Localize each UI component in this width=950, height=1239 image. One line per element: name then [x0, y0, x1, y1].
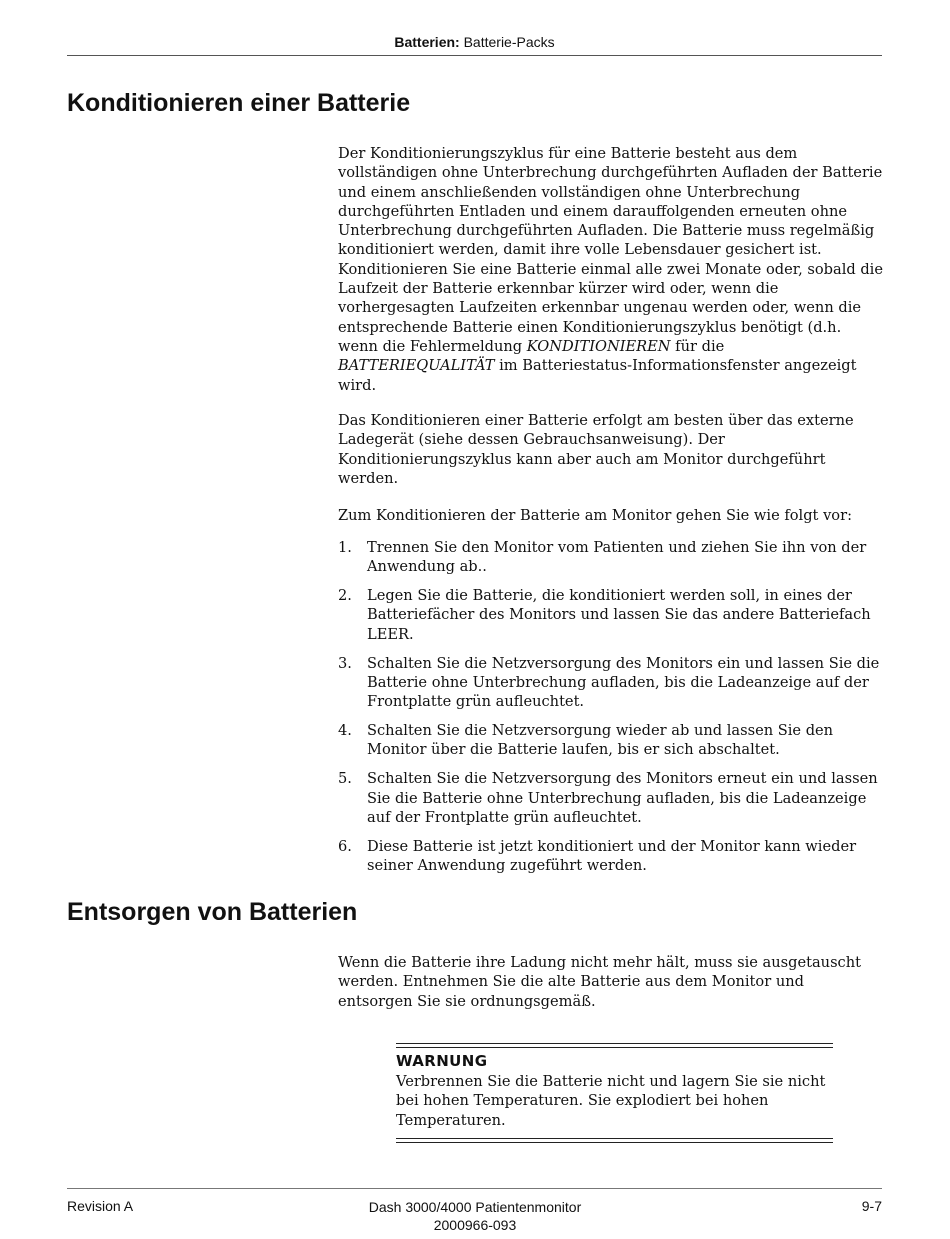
- heading-conditioning: Konditionieren einer Batterie: [67, 89, 411, 117]
- step-text: Schalten Sie die Netzversorgung des Monitors erneut ein und lassen Sie die Batterie ohne Unterbrechung aufladen, bis die Ladeanzeige auf der Frontplatte grün aufleuchtet.: [367, 770, 878, 826]
- procedure-step: [338, 769, 883, 827]
- footer-divider: [67, 1188, 882, 1189]
- footer-revision: Revision A: [67, 1198, 134, 1214]
- step-number: 6.: [338, 837, 352, 855]
- external-charger-paragraph: [338, 411, 883, 488]
- procedure-step: [338, 538, 883, 577]
- step-text: Trennen Sie den Monitor vom Patienten und ziehen Sie ihn von der Anwendung ab..: [367, 539, 867, 576]
- step-number: 5.: [338, 770, 352, 788]
- step-number: 2.: [338, 587, 352, 605]
- warning-top-rule: [396, 1043, 833, 1048]
- procedure-intro-text: Zum Konditionieren der Batterie am Monitor gehen Sie wie folgt vor:: [338, 507, 852, 524]
- step-text: Schalten Sie die Netzversorgung wieder ab und lassen Sie den Monitor über die Batterie laufen, bis er sich abschaltet.: [367, 722, 834, 759]
- disposal-paragraph: [338, 953, 883, 1011]
- header-divider: [67, 55, 882, 56]
- procedure-step: [338, 837, 883, 876]
- warning-bottom-rule: [396, 1138, 833, 1143]
- intro-text-3: im Batteriestatus-Informationsfenster angezeigt wird.: [338, 357, 857, 394]
- heading-disposal: Entsorgen von Batterien: [67, 898, 358, 926]
- footer-part-number: 2000966-093: [433, 1217, 517, 1233]
- warning-text: Verbrennen Sie die Batterie nicht und lagern Sie sie nicht bei hohen Temperaturen. Sie explodiert bei hohen Temperaturen.: [396, 1073, 826, 1129]
- step-number: 3.: [338, 654, 352, 672]
- procedure-step: [338, 586, 883, 644]
- intro-text-2: für die: [670, 337, 725, 355]
- header-section-label: Batterien:: [394, 34, 460, 50]
- step-text: Schalten Sie die Netzversorgung des Monitors ein und lassen Sie die Batterie ohne Unterbrechung aufladen, bis die Ladeanzeige auf der Frontplatte grün aufleuchtet.: [367, 654, 880, 711]
- intro-text-1: Der Konditionierungszyklus für eine Batterie besteht aus dem vollständigen ohne Unterbrechung durchgeführten Aufladen der Batterie und einem anschließenden vollständigen ohne Unterbrechung durchgeführten Entladen und einem darauffolgenden erneuten ohne Unterbrechung durchgeführten Aufladen. Die Batterie muss regelmäßig konditioniert werden, damit ihre volle Lebensdauer gesichert ist. Konditionieren Sie eine Batterie einmal alle zwei Monate oder, sobald die Laufzeit der Batterie erkennbar kürzer wird oder, wenn die vorhergesagten Laufzeiten erkennbar ungenau werden oder, wenn die entsprechende Batterie einen Konditionierungszyklus benötigt (d.h. wenn die Fehlermeldung: [338, 145, 883, 355]
- step-number: 1.: [338, 539, 352, 556]
- header-section-subtitle: Batterie-Packs: [459, 34, 555, 50]
- intro-emphasis-2: BATTERIEQUALITÄT: [338, 357, 495, 375]
- disposal-text: Wenn die Batterie ihre Ladung nicht mehr hält, muss sie ausgetauscht werden. Entnehmen Sie die alte Batterie aus dem Monitor und entsorgen Sie sie ordnungsgemäß.: [338, 954, 861, 1010]
- footer-page-number: 9-7: [861, 1198, 882, 1214]
- footer-product-name: Dash 3000/4000 Patientenmonitor: [368, 1199, 582, 1215]
- procedure-steps-list: [338, 538, 883, 885]
- procedure-intro-paragraph: [338, 506, 883, 525]
- procedure-step: [338, 721, 883, 760]
- footer-product: [275, 1198, 675, 1234]
- step-number: 4.: [338, 722, 352, 740]
- step-text: Legen Sie die Batterie, die konditioniert werden soll, in eines der Batteriefächer des Monitors und lassen Sie das andere Batteriefach LEER.: [367, 587, 871, 643]
- intro-emphasis-1: KONDITIONIEREN: [526, 337, 671, 355]
- conditioning-intro-paragraph: [338, 144, 883, 395]
- procedure-step: [338, 654, 883, 712]
- external-charger-text: Das Konditionieren einer Batterie erfolgt am besten über das externe Ladegerät (siehe dessen Gebrauchsanweisung). Der Konditionierungszyklus kann aber auch am Monitor durchgeführt werden.: [338, 412, 854, 487]
- warning-box: [396, 1043, 833, 1143]
- running-header: [67, 34, 882, 50]
- warning-title: WARNUNG: [396, 1052, 488, 1070]
- step-text: Diese Batterie ist jetzt konditioniert und der Monitor kann wieder seiner Anwendung zugeführt werden.: [367, 837, 857, 875]
